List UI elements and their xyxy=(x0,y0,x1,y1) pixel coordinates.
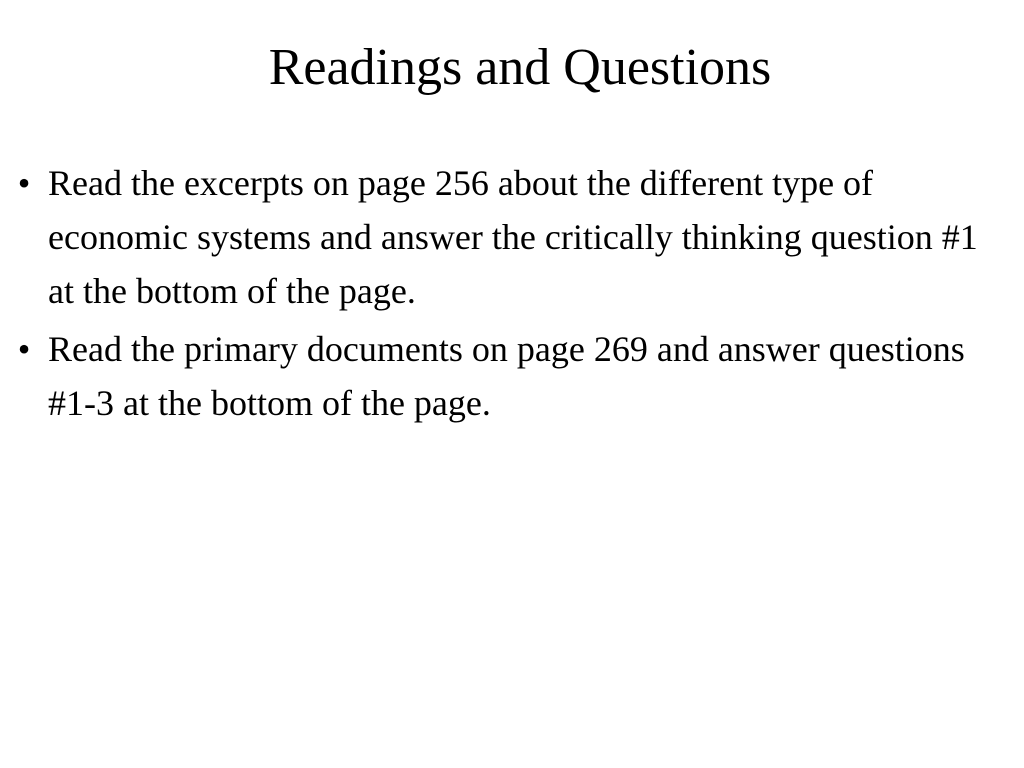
bullet-item xyxy=(17,322,998,430)
slide-title: Readings and Questions xyxy=(268,39,772,96)
bullet-icon: • xyxy=(17,163,31,203)
bullet-list xyxy=(17,156,998,434)
bullet-text: Read the excerpts on page 256 about the different type of economic systems and answer the critically thinking question #1 at the bottom of the page. xyxy=(48,163,978,311)
bullet-icon: • xyxy=(17,329,31,369)
bullet-text: Read the primary documents on page 269 and answer questions #1-3 at the bottom of the page. xyxy=(48,329,965,423)
bullet-item xyxy=(17,156,998,318)
